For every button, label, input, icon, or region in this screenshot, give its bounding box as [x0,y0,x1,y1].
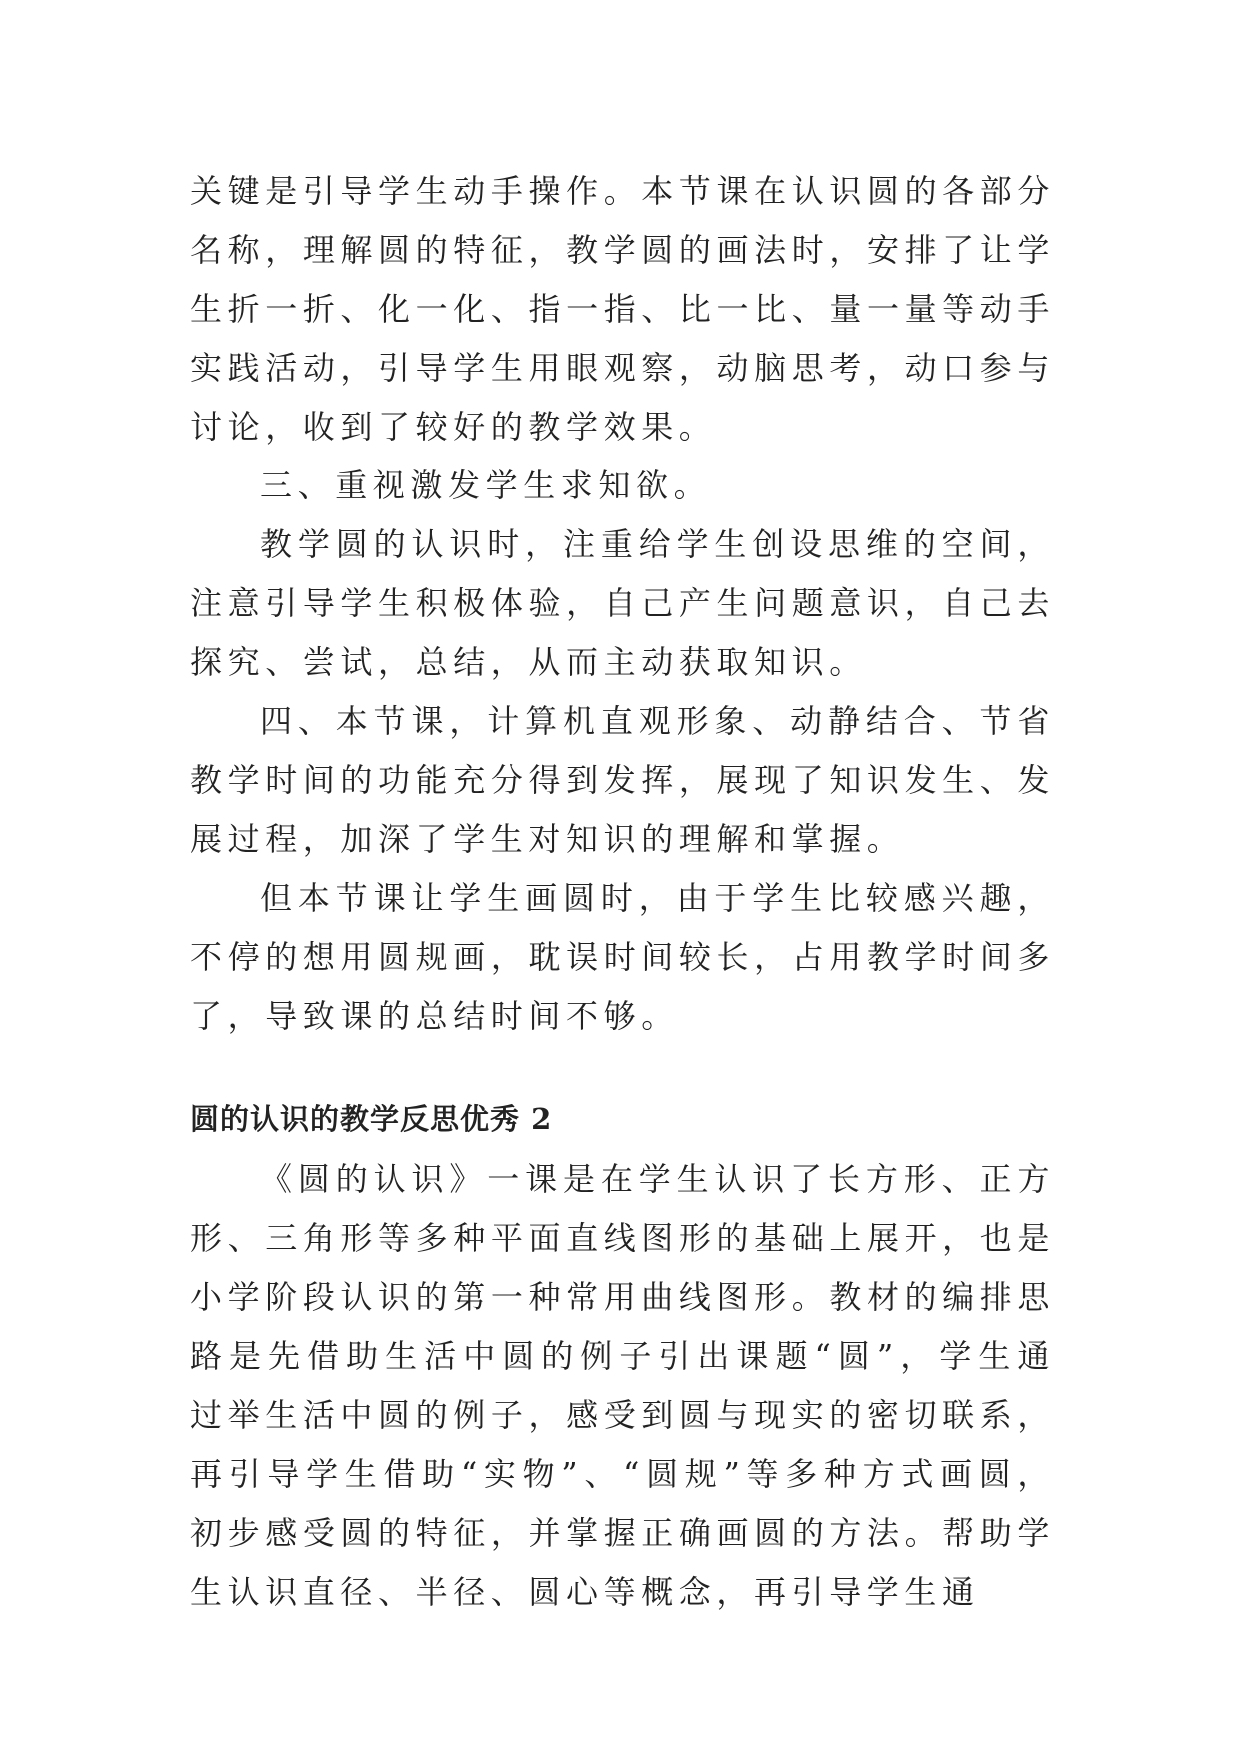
paragraph-shortcoming: 但本节课让学生画圆时，由于学生比较感兴趣，不停的想用圆规画，耽误时间较长，占用教学时间多了，导致课的总结时间不够。 [190,879,1055,1035]
section-body-paragraph: 《圆的认识》一课是在学生认识了长方形、正方形、三角形等多种平面直线图形的基础上展开，也是小学阶段认识的第一种常用曲线图形。教材的编排思路是先借助生活中圆的例子引出课题“圆”，学生通过举生活中圆的例子，感受到圆与现实的密切联系，再引导学生借助“实物”、“圆规”等多种方式画圆，初步感受圆的特征，并掌握正确画圆的方法。帮助学生认识直径、半径、圆心等概念，再引导学生通 [190,1160,1055,1611]
section-title: 圆的认识的教学反思优秀 2 [190,1102,553,1136]
paragraph-point-three: 三、重视激发学生求知欲。 [260,466,712,504]
paragraph-hands-on-operation: 关键是引导学生动手操作。本节课在认识圆的各部分名称，理解圆的特征，教学圆的画法时，安排了让学生折一折、化一化、指一指、比一比、量一量等动手实践活动，引导学生用眼观察，动脑思考，动口参与讨论，收到了较好的教学效果。 [190,172,1055,446]
paragraph-thinking-space: 教学圆的认识时，注重给学生创设思维的空间，注意引导学生积极体验，自己产生问题意识，自己去探究、尝试，总结，从而主动获取知识。 [190,525,1055,681]
paragraph-point-four: 四、本节课，计算机直观形象、动静结合、节省教学时间的功能充分得到发挥，展现了知识发生、发展过程，加深了学生对知识的理解和掌握。 [190,702,1055,858]
